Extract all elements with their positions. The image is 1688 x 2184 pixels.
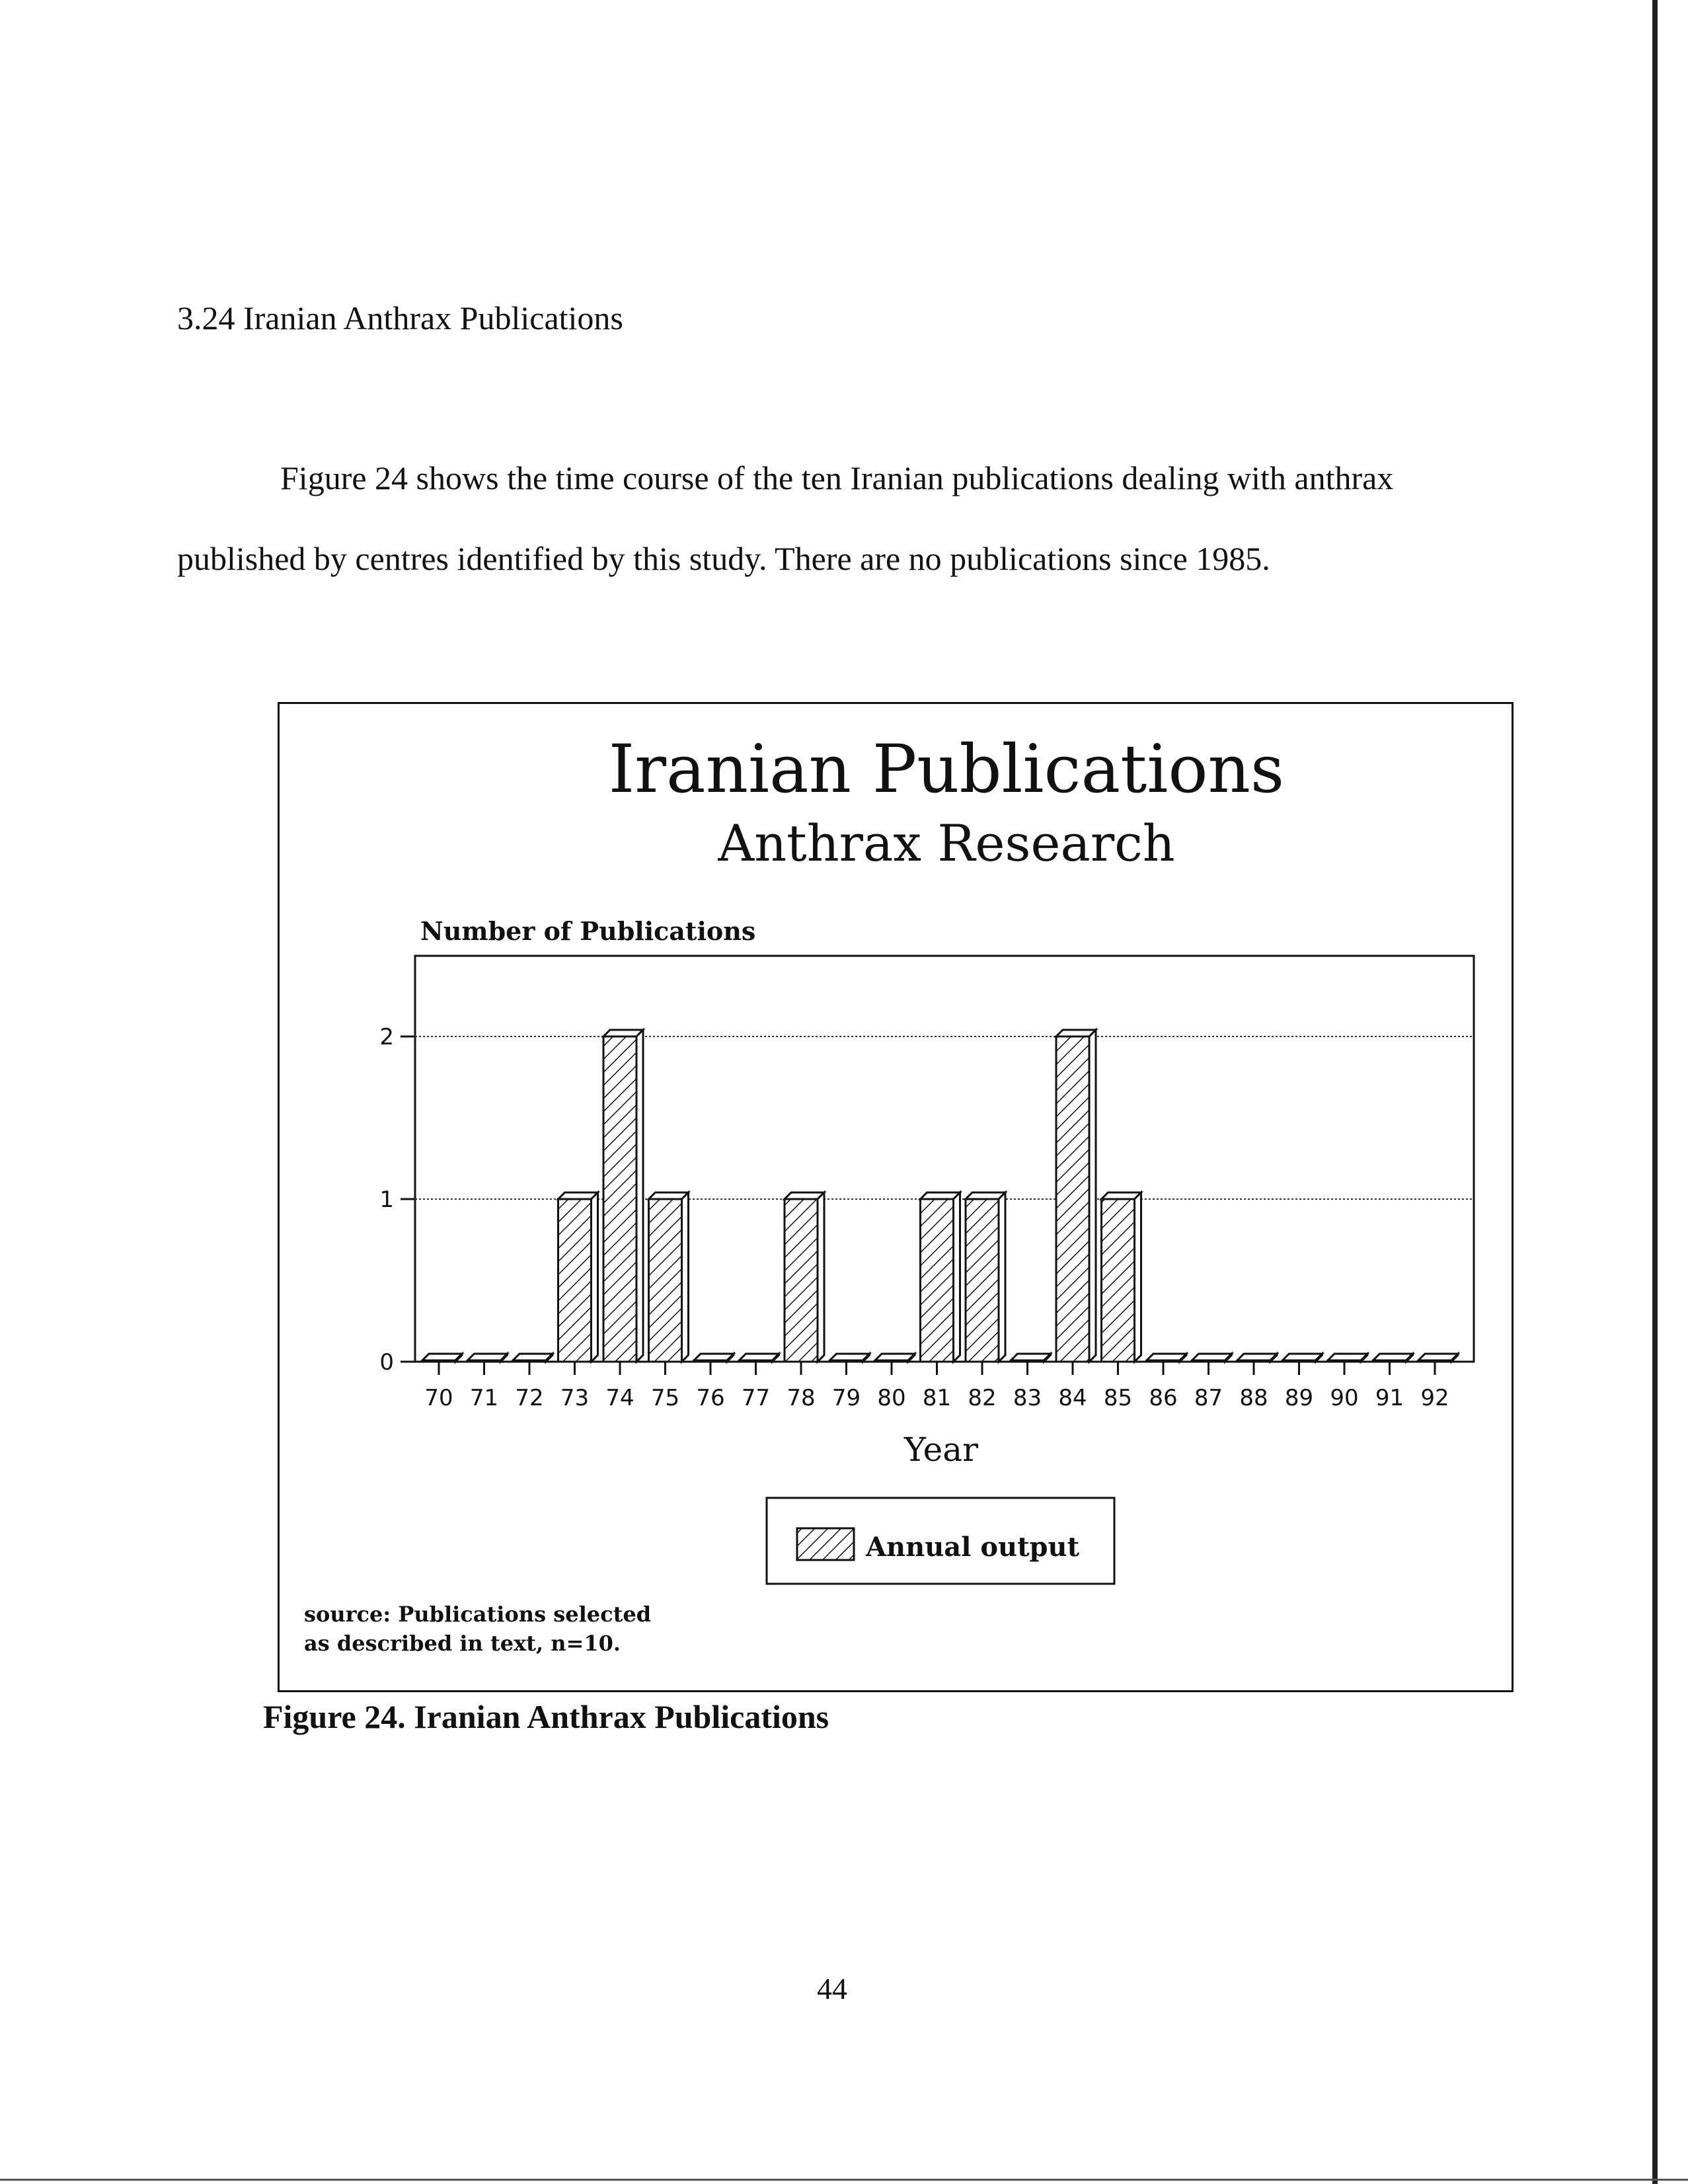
x-tick-label: 77 (741, 1385, 771, 1411)
paragraph-line-2: published by centres identified by this study. There are no publications since 1985. (177, 540, 1270, 577)
bar-front (1056, 1036, 1089, 1362)
bar (694, 1354, 734, 1362)
page-bottom-rule (0, 2179, 1688, 2181)
bar (966, 1192, 1005, 1362)
x-tick-label: 83 (1013, 1385, 1042, 1411)
x-tick-label: 73 (560, 1385, 590, 1411)
x-tick-label: 72 (515, 1385, 544, 1411)
bar-side (999, 1192, 1005, 1362)
x-tick-label: 75 (650, 1385, 680, 1411)
bar (1373, 1354, 1413, 1362)
bar-front (966, 1199, 999, 1362)
bar (649, 1192, 689, 1362)
legend-label: Annual output (866, 1532, 1080, 1563)
y-tick-label: 1 (379, 1187, 394, 1213)
bar (921, 1192, 960, 1362)
bar (785, 1192, 824, 1362)
bar-side (818, 1192, 824, 1362)
x-tick-label: 90 (1330, 1385, 1359, 1411)
x-tick-label: 86 (1149, 1385, 1178, 1411)
bar (830, 1354, 870, 1362)
bar (468, 1354, 508, 1362)
x-tick-label: 76 (696, 1385, 725, 1411)
source-note (304, 1600, 651, 1658)
x-tick-label: 80 (877, 1385, 906, 1411)
x-tick-label: 74 (605, 1385, 634, 1411)
x-tick-label: 70 (424, 1385, 453, 1411)
y-axis-label: Number of Publications (420, 916, 756, 946)
bar-front (921, 1199, 954, 1362)
bar (875, 1354, 915, 1362)
x-tick-label: 92 (1420, 1385, 1449, 1411)
legend (767, 1498, 1114, 1584)
bar (1011, 1354, 1051, 1362)
bar (1283, 1354, 1323, 1362)
x-tick-label: 71 (469, 1385, 499, 1411)
bar (603, 1030, 643, 1362)
bar-front (785, 1199, 818, 1362)
bar (422, 1354, 462, 1362)
bar (1237, 1354, 1277, 1362)
page-number: 44 (817, 1972, 847, 2006)
section-heading: 3.24 Iranian Anthrax Publications (177, 299, 623, 336)
x-tick-label: 82 (968, 1385, 997, 1411)
legend-swatch (797, 1528, 854, 1560)
page-edge-rule (1652, 0, 1658, 2184)
y-tick-label: 2 (379, 1024, 394, 1050)
chart-subtitle: Anthrax Research (718, 814, 1175, 873)
x-tick-label: 81 (922, 1385, 952, 1411)
bar-front (603, 1036, 636, 1362)
chart-title: Iranian Publications (608, 730, 1285, 808)
x-tick-label: 87 (1194, 1385, 1223, 1411)
bar (1418, 1354, 1458, 1362)
bar-side (1089, 1030, 1096, 1362)
x-tick-label: 78 (786, 1385, 816, 1411)
bar (558, 1192, 598, 1362)
bar (1192, 1354, 1232, 1362)
bar (513, 1354, 553, 1362)
x-tick-label: 91 (1375, 1385, 1404, 1411)
x-ticks (424, 1362, 1449, 1411)
x-tick-label: 85 (1103, 1385, 1133, 1411)
bar-front (558, 1199, 592, 1362)
x-tick-label: 84 (1058, 1385, 1087, 1411)
bar-side (636, 1030, 643, 1362)
bar-side (682, 1192, 689, 1362)
bar-side (592, 1192, 598, 1362)
x-tick-label: 79 (831, 1385, 861, 1411)
bar (1102, 1192, 1141, 1362)
bar-side (1135, 1192, 1141, 1362)
bar (1328, 1354, 1367, 1362)
bar-side (954, 1192, 960, 1362)
y-tick-label: 0 (379, 1349, 394, 1376)
bar-front (1102, 1199, 1135, 1362)
y-ticks (379, 1024, 415, 1376)
source-line-2: as described in text, n=10. (304, 1631, 621, 1656)
x-tick-label: 88 (1239, 1385, 1268, 1411)
bar-front (649, 1199, 682, 1362)
x-tick-label: 89 (1284, 1385, 1314, 1411)
bars (422, 1030, 1458, 1362)
bar (1056, 1030, 1096, 1362)
paragraph-line-1: Figure 24 shows the time course of the ten Iranian publications dealing with anthrax (280, 459, 1394, 496)
gridlines (415, 1036, 1474, 1199)
bar (1147, 1354, 1186, 1362)
source-line-1: source: Publications selected (304, 1602, 652, 1627)
bar (740, 1354, 779, 1362)
x-axis-label: Year (904, 1430, 978, 1469)
figure-caption: Figure 24. Iranian Anthrax Publications (263, 1698, 829, 1735)
